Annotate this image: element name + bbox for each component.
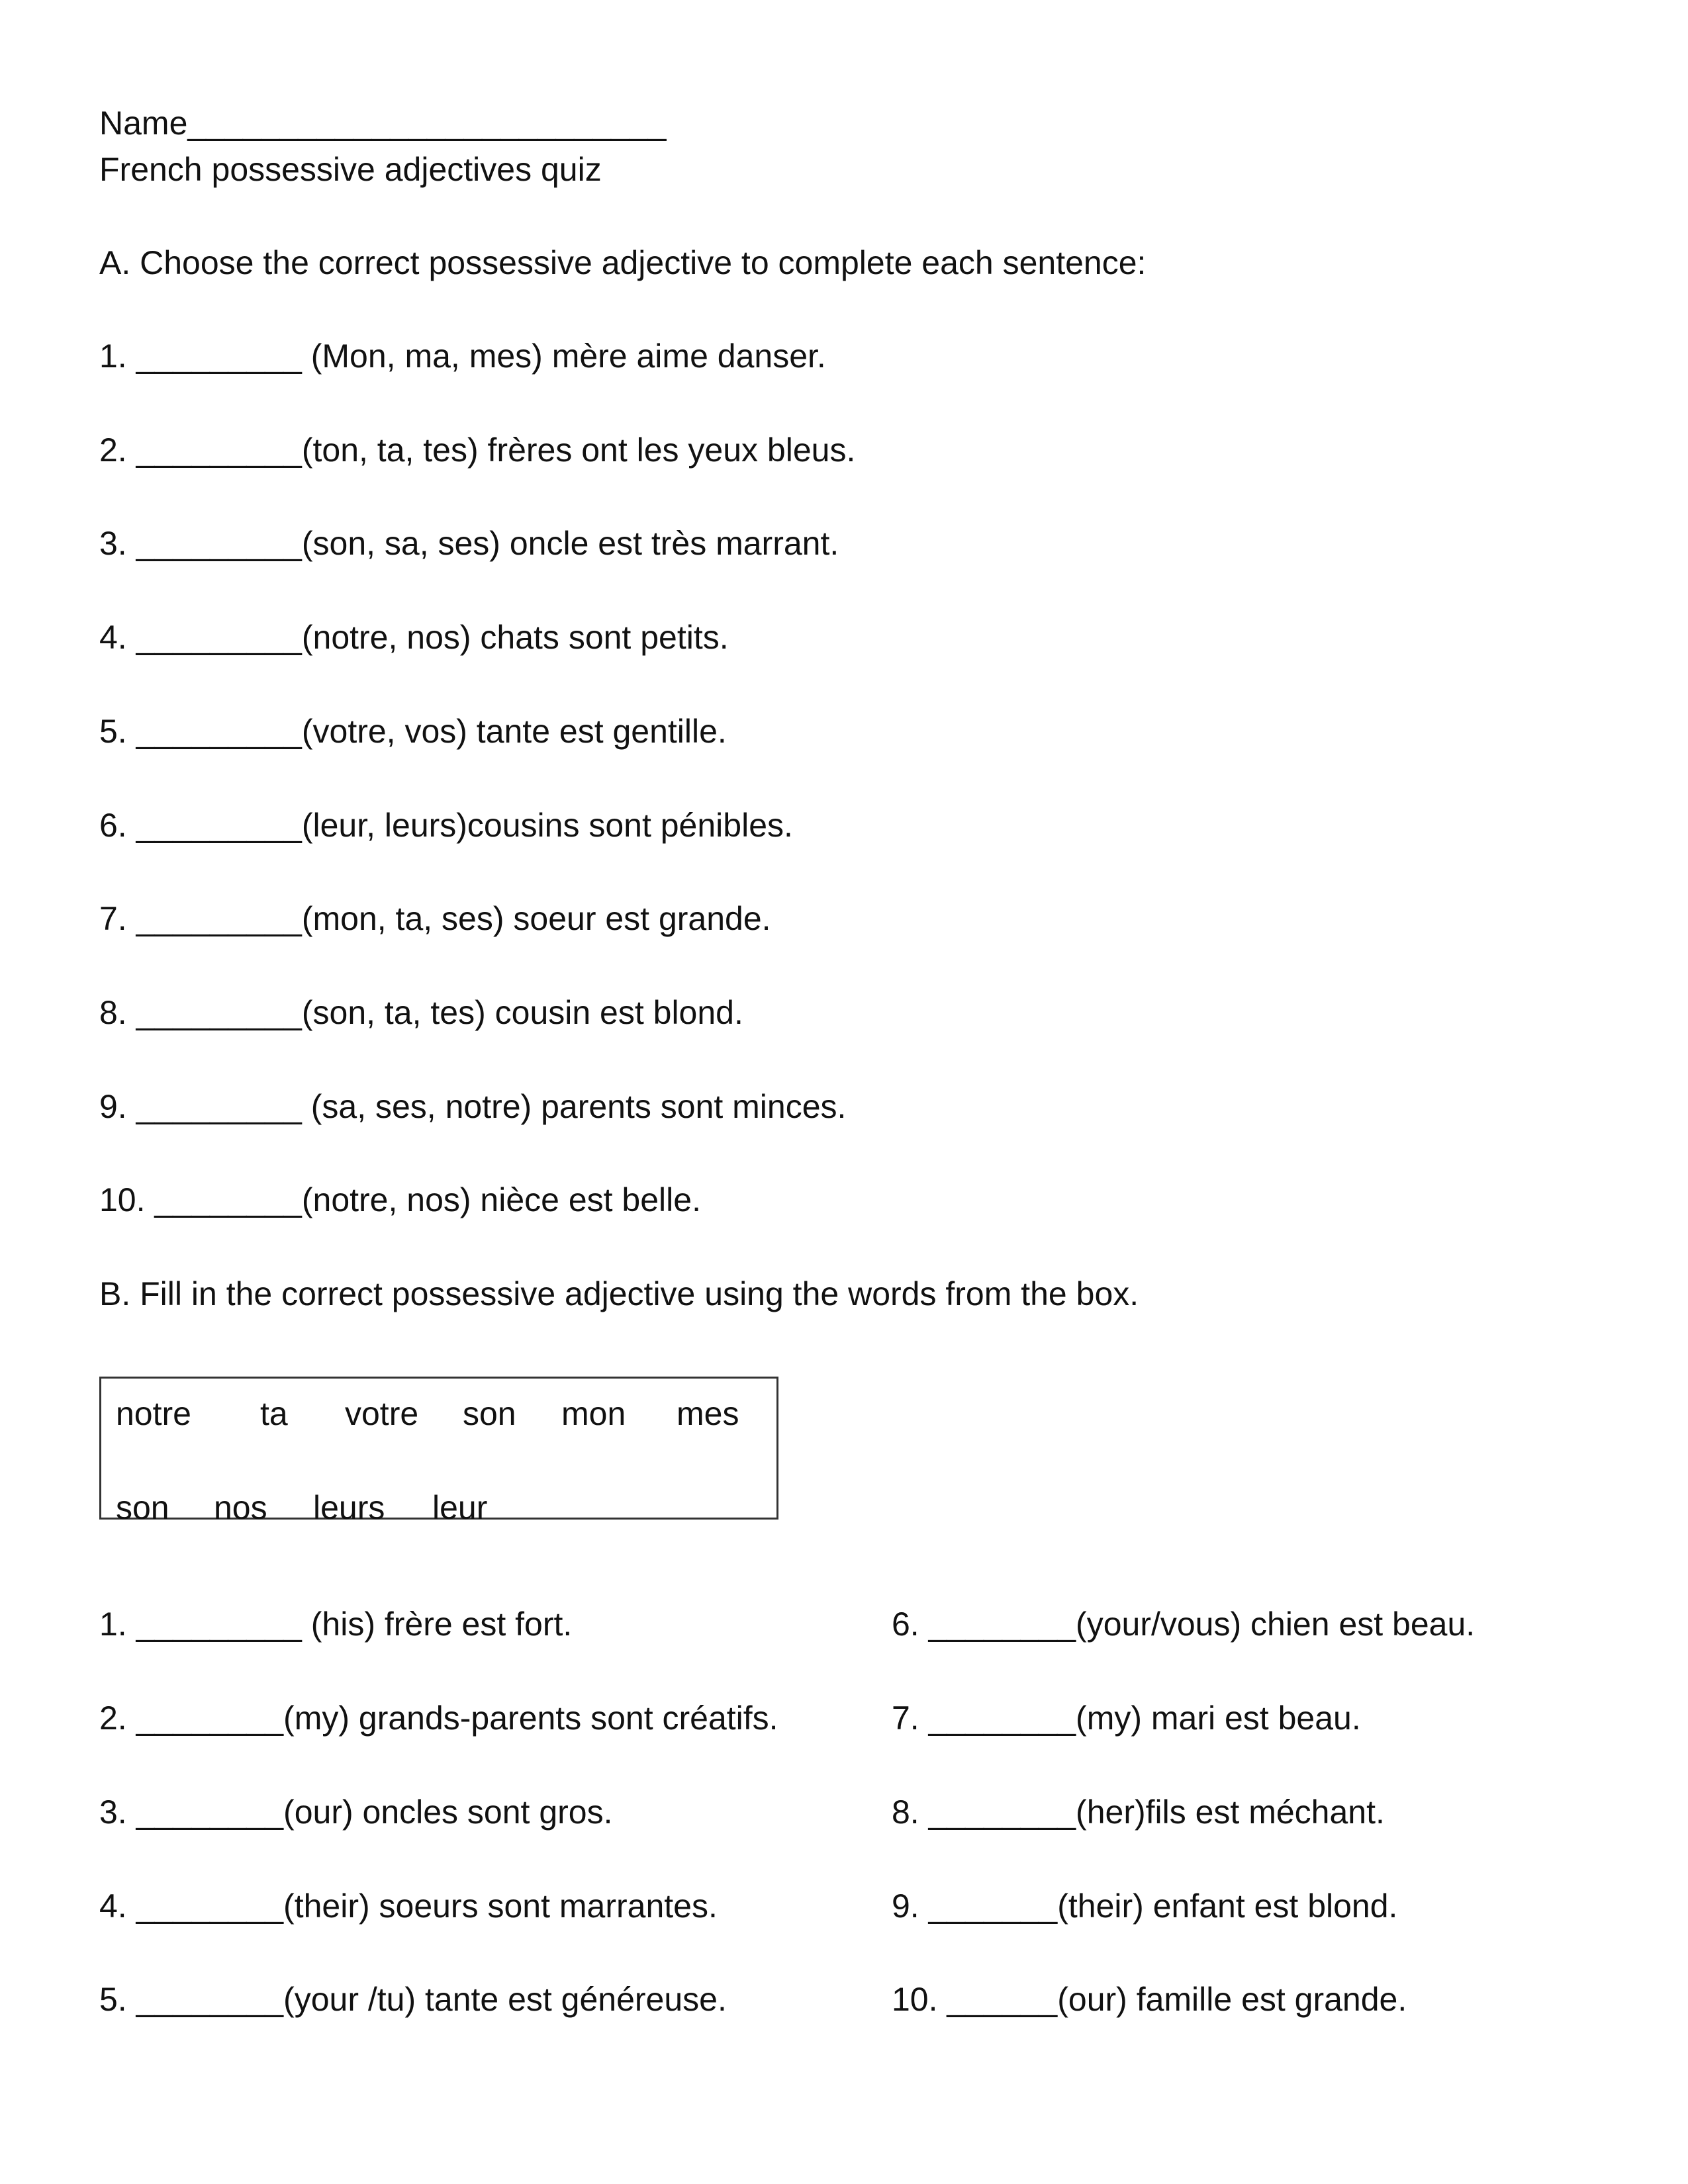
name-line[interactable]: Name__________________________: [99, 105, 667, 142]
word-box-word: son: [463, 1395, 516, 1432]
section-a-item[interactable]: 9. _________ (sa, ses, notre) parents sont minces.: [99, 1088, 847, 1125]
section-a-item[interactable]: 2. _________(ton, ta, tes) frères ont les yeux bleus.: [99, 432, 856, 469]
section-b-item[interactable]: 3. ________(our) oncles sont gros.: [99, 1794, 613, 1831]
word-box-word: mes: [677, 1395, 739, 1432]
section-a-item[interactable]: 1. _________ (Mon, ma, mes) mère aime danser.: [99, 338, 826, 375]
word-box-word: leur: [432, 1489, 488, 1526]
page-title: French possessive adjectives quiz: [99, 151, 602, 188]
section-b-item[interactable]: 9. _______(their) enfant est blond.: [892, 1888, 1398, 1925]
section-b-instruction: B. Fill in the correct possessive adjective using the words from the box.: [99, 1275, 1139, 1312]
section-a-item[interactable]: 8. _________(son, ta, tes) cousin est blond.: [99, 994, 743, 1031]
section-b-item[interactable]: 8. ________(her)fils est méchant.: [892, 1794, 1385, 1831]
section-a-instruction: A. Choose the correct possessive adjective to complete each sentence:: [99, 244, 1147, 281]
word-box-word: ta: [260, 1395, 288, 1432]
section-b-item[interactable]: 5. ________(your /tu) tante est généreuse.: [99, 1981, 727, 2018]
section-a-item[interactable]: 4. _________(notre, nos) chats sont petits.: [99, 619, 729, 656]
word-box-word: votre: [345, 1395, 419, 1432]
section-b-item[interactable]: 4. ________(their) soeurs sont marrantes.: [99, 1888, 718, 1925]
section-a-item[interactable]: 6. _________(leur, leurs)cousins sont pénibles.: [99, 807, 793, 844]
word-box-word: leurs: [313, 1489, 385, 1526]
section-b-item[interactable]: 6. ________(your/vous) chien est beau.: [892, 1606, 1476, 1643]
section-a-item[interactable]: 5. _________(votre, vos) tante est gentille.: [99, 713, 727, 750]
word-box-word: mon: [561, 1395, 626, 1432]
section-b-item[interactable]: 10. ______(our) famille est grande.: [892, 1981, 1407, 2018]
word-box: [99, 1377, 778, 1526]
section-b-item[interactable]: 1. _________ (his) frère est fort.: [99, 1606, 573, 1643]
section-b-item[interactable]: 2. ________(my) grands-parents sont créatifs.: [99, 1700, 778, 1737]
word-box-word: notre: [116, 1395, 191, 1432]
word-box-word: son: [116, 1489, 169, 1526]
section-b-item[interactable]: 7. ________(my) mari est beau.: [892, 1700, 1361, 1737]
section-a-item[interactable]: 7. _________(mon, ta, ses) soeur est grande.: [99, 900, 771, 937]
section-a-item[interactable]: 10. ________(notre, nos) nièce est belle.: [99, 1181, 701, 1218]
section-a-item[interactable]: 3. _________(son, sa, ses) oncle est très marrant.: [99, 525, 839, 562]
word-box-word: nos: [214, 1489, 267, 1526]
